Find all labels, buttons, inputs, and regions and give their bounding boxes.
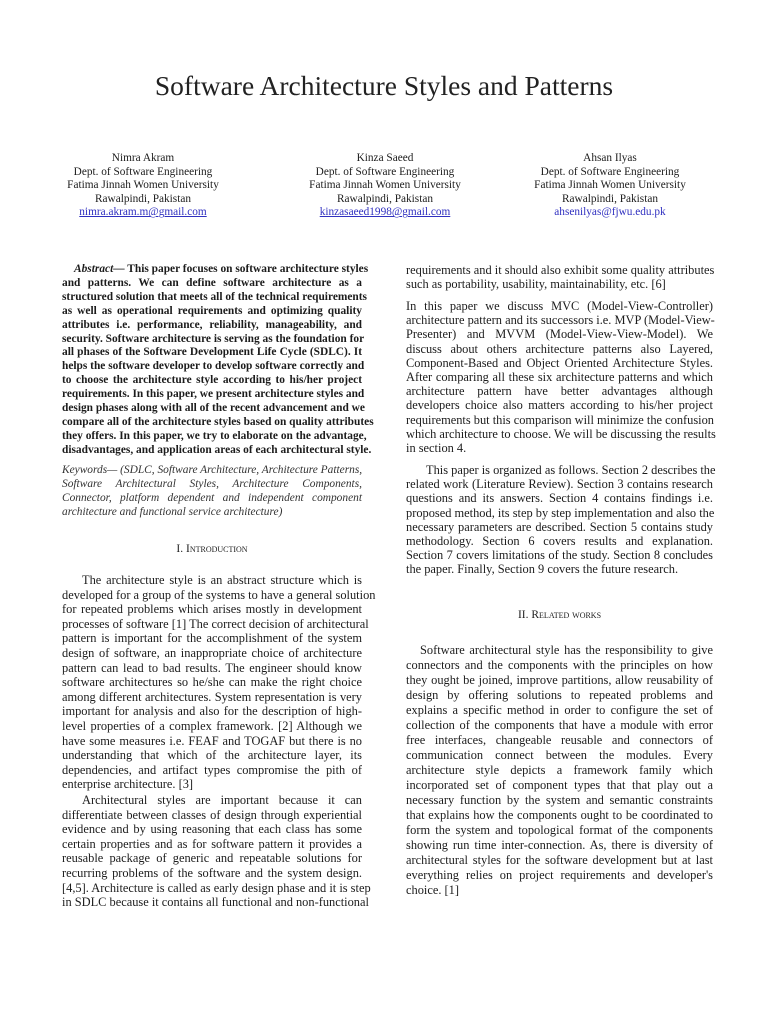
text-line: collection of the components that have a module with error: [406, 718, 713, 732]
text-line: In this paper we discuss MVC (Model-View-Controller): [406, 299, 713, 313]
text-line: understanding that which of the architecture layer, its: [62, 748, 362, 763]
text-line: Section 7 covers limitations of the study. Section 8 concludes: [406, 548, 713, 563]
text-line: Connector, platform dependent and independent component: [62, 492, 362, 504]
text-line: among different architectures. System representation is very: [62, 689, 362, 704]
text-line: form the system and topological format of the components: [406, 823, 713, 837]
intro-paragraph-4: [406, 463, 716, 577]
text-line: necessary function by the system and semantic constraints: [406, 793, 713, 807]
text-line: developers choice also matters according to his/her project: [406, 398, 713, 413]
text-line: in SDLC because it contains all functional and non-functional: [62, 895, 369, 910]
text-line: for repeated problems which arises mostly in development: [62, 602, 362, 617]
author-dept: Dept. of Software Engineering: [540, 165, 680, 178]
author-2: [265, 152, 505, 220]
text-line: processes of software [1] The correct decision of architectural: [62, 616, 369, 631]
author-city: Rawalpindi, Pakistan: [561, 192, 658, 205]
text-line: choice. [1]: [406, 883, 459, 897]
author-university: Fatima Jinnah Women University: [67, 179, 219, 192]
text-line: certain properties and as for software pattern it provides a: [62, 836, 362, 851]
text-line: Architectural styles are important because it can: [82, 793, 362, 807]
text-line: related work (Literature Review). Section 3 contains research: [406, 477, 713, 492]
text-line: incorporated set of component types that that play out a: [406, 778, 713, 792]
author-name: Kinza Saeed: [356, 152, 414, 164]
text-line: architecture pattern and its successors i.e. MVP (Model-View-: [406, 313, 715, 328]
text-line: helps the software developer to develop software correctly and: [62, 360, 365, 373]
text-line: the paper. Finally, Section 9 covers the future research.: [406, 562, 679, 577]
text-line: they ought be joined, improve partitions, allow reusability of: [406, 673, 713, 687]
keywords: [62, 463, 362, 519]
author-email-link[interactable]: kinzasaeed1998@gmail.com: [319, 206, 451, 219]
text-line: that explains how the components ought to be coordinated to: [406, 808, 713, 822]
text-line: everything relies on project requirements and developer's: [406, 868, 713, 882]
abstract-text: This paper focuses on software architecture styles: [127, 263, 369, 275]
intro-paragraph-2: [62, 793, 371, 910]
author-name: Nimra Akram: [111, 152, 175, 164]
text-line: communication connect between the modules. Every: [406, 748, 713, 762]
text-line: questions and its answers. Section 4 contains findings i.e.: [406, 491, 713, 506]
text-line: Presenter) and MVVM (Model-View-View-Model). We: [406, 327, 713, 342]
text-line: design phases along with all of the recent advancement and we: [62, 402, 365, 415]
text-line: developed for a group of the systems to have a general solution: [62, 587, 376, 602]
text-line: recurring problems of the software and the system design.: [62, 865, 362, 880]
text-line: proposed method, its step by step implementation and also the: [406, 505, 715, 520]
text-line: explains a specific method in order to configure the set of: [406, 703, 713, 717]
text-line: design by offering solutions to repeated problems and: [406, 688, 713, 702]
paper-title: Software Architecture Styles and Patterns: [154, 70, 614, 101]
text-line: architectural styles for the software development but at last: [406, 853, 713, 867]
text-line: differentiate between classes of design through experiential: [62, 807, 362, 822]
author-dept: Dept. of Software Engineering: [315, 165, 455, 178]
abstract-label: Abstract—: [74, 263, 125, 275]
text-line: design of software, an inappropriate choice of architecture: [62, 645, 362, 660]
text-line: The architecture style is an abstract structure which is: [82, 573, 362, 587]
author-city: Rawalpindi, Pakistan: [94, 192, 191, 205]
author-university: Fatima Jinnah Women University: [309, 179, 461, 192]
abstract-body: [62, 276, 374, 458]
text-line: reusable package of generic and repeatable solutions for: [62, 851, 362, 866]
author-email-link[interactable]: nimra.akram.m@gmail.com: [79, 206, 207, 219]
text-line: Software architectural style has the responsibility to give: [420, 643, 713, 657]
text-line: attributes i.e. performance, reliability, manageability, and: [62, 318, 362, 331]
text-line: software architectures so he/she can make the right choice: [62, 675, 362, 690]
text-line: important for analysis and also for the description of high-: [62, 704, 362, 719]
text-line: as well as operational requirements and optimizing quality: [62, 304, 362, 317]
text-line: After comparing all these six architecture patterns and which: [406, 370, 713, 385]
text-line: evidence and by using reasoning that each class has some: [62, 822, 362, 837]
text-line: disadvantages, and application areas of each architectural style.: [62, 443, 372, 456]
text-line: dependencies, and artifact types compromise the pith of: [62, 762, 362, 777]
intro-paragraph-1: [62, 573, 376, 792]
related-works-paragraph: [406, 643, 713, 898]
text-line: Keywords— (SDLC, Software Architecture, Architecture Patterns,: [62, 464, 363, 476]
text-line: free interfaces, changeable reusable and connectors of: [406, 733, 713, 747]
author-1: [23, 152, 263, 220]
text-line: have some measures i.e. FEAF and TOGAF but there is no: [62, 733, 362, 748]
text-line: and patterns. We can define software architecture as a: [62, 276, 362, 289]
text-line: requirements but this comparison will minimize the confusion: [406, 412, 714, 427]
text-line: pattern is important for the accomplishment of the system: [62, 631, 362, 646]
text-line: architecture style depicts a framework family which: [406, 763, 713, 777]
text-line: in section 4.: [406, 441, 467, 456]
text-line: enterprise architecture. [3]: [62, 777, 194, 792]
text-line: methodology. Section 6 covers results and explanation.: [406, 534, 713, 549]
section-heading-introduction: I. Introduction: [176, 543, 248, 555]
text-line: to choose the architecture style according to his/her project: [62, 374, 362, 387]
text-line: they offers. In this paper, we try to elaborate on the advantage,: [62, 429, 367, 442]
text-line: necessary parameters are described. Section 5 contains study: [406, 519, 713, 534]
text-line: This paper is organized as follows. Section 2 describes the: [426, 463, 716, 477]
author-dept: Dept. of Software Engineering: [73, 165, 213, 178]
author-email-link[interactable]: ahsenilyas@fjwu.edu.pk: [554, 206, 666, 219]
author-university: Fatima Jinnah Women University: [534, 179, 686, 192]
text-line: security. Software architecture is serving as the foundation for: [62, 332, 365, 345]
intro-paragraph-continued: [406, 263, 713, 291]
text-line: such as portability, usability, maintainability, etc. [6]: [406, 277, 666, 292]
text-line: Software Architectural Styles, Architecture Components,: [62, 478, 362, 490]
text-line: level properties of a complex framework. [2] Although we: [62, 718, 362, 733]
section-heading-related-works: II. Related works: [517, 609, 602, 621]
text-line: all phases of the Software Development Life Cycle (SDLC). It: [62, 346, 362, 359]
text-line: which architecture to choose. We will be discussing the results: [406, 426, 716, 441]
abstract-first-line: [62, 263, 369, 277]
text-line: architecture and functional service architecture): [62, 506, 283, 518]
text-line: compare all of the architecture styles based on quality attributes: [62, 415, 374, 428]
text-line: [4,5]. Architecture is called as early design phase and it is step: [62, 880, 371, 895]
text-line: Component-Based and Object Oriented Architecture Styles.: [406, 355, 713, 370]
text-line: structured solution that meets all of the technical requirements: [62, 290, 367, 303]
author-name: Ahsan Ilyas: [583, 152, 637, 164]
abstract: [62, 263, 374, 458]
author-city: Rawalpindi, Pakistan: [336, 192, 433, 205]
text-line: requirements. In this paper, we present architecture styles and: [62, 388, 365, 401]
text-line: connectors and the components with the principles on how: [406, 658, 713, 672]
author-3: [490, 152, 730, 220]
text-line: requirements and it should also exhibit some quality attributes: [406, 263, 715, 277]
text-line: showing run time inter-connection. As, there is diversity of: [406, 838, 713, 852]
text-line: architecture pattern have better advantages although: [406, 384, 713, 399]
intro-paragraph-3: [406, 299, 716, 456]
text-line: discuss about others architecture patterns also Layered,: [406, 341, 713, 356]
text-line: pattern can lead to bad results. The engineer should know: [62, 660, 362, 675]
